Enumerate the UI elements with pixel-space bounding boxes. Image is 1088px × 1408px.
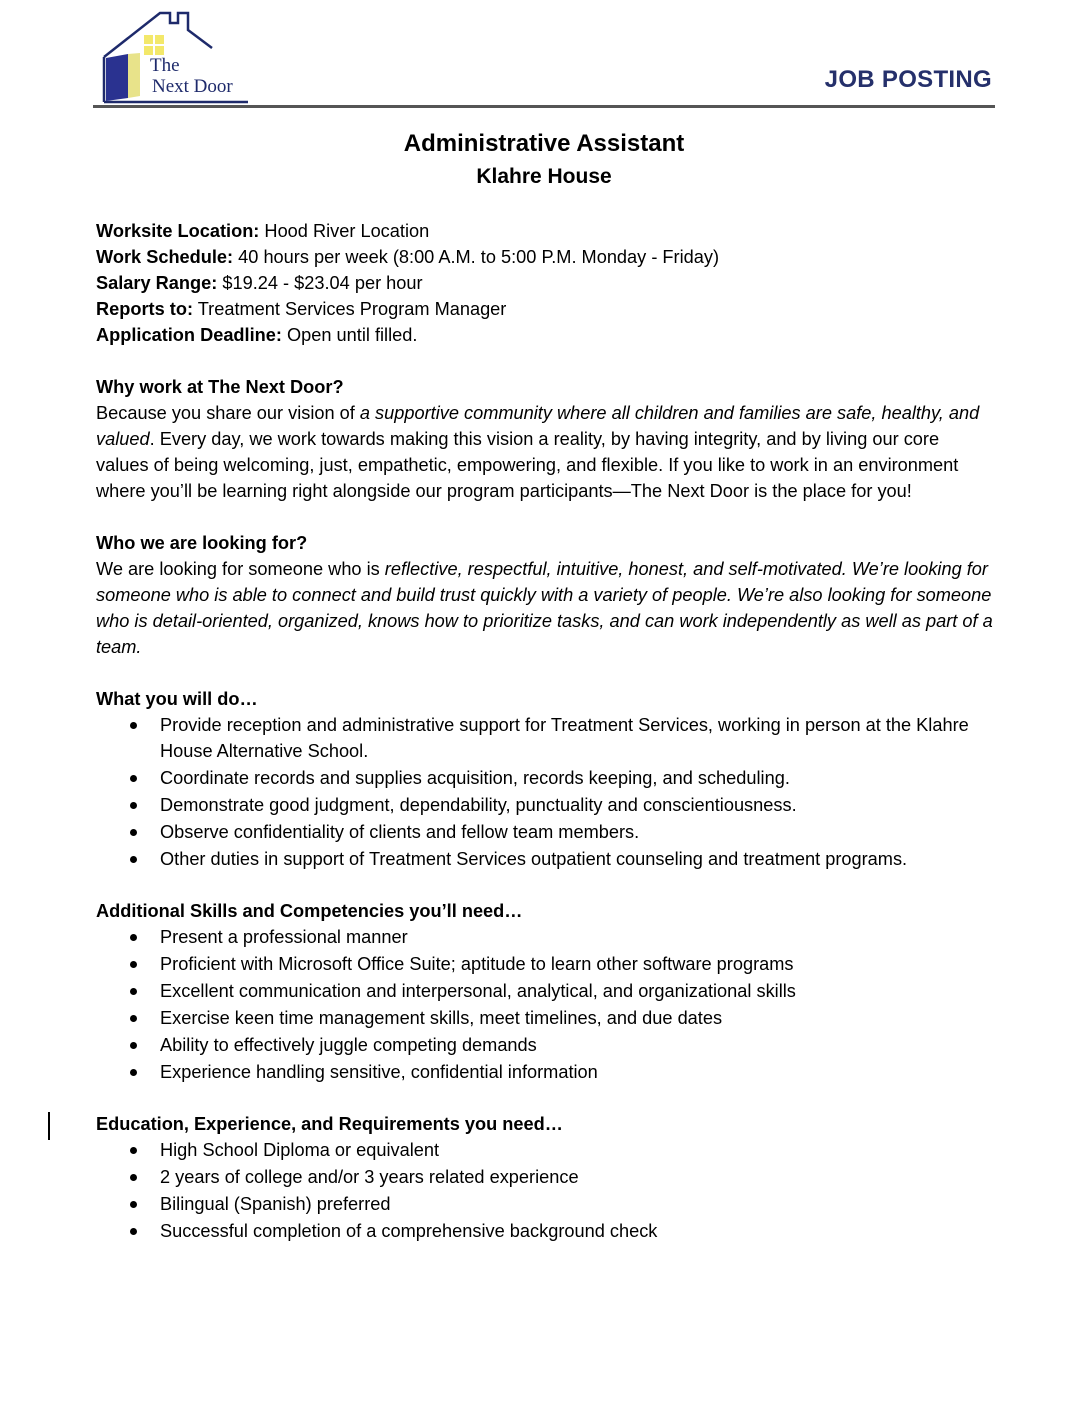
meta-value: Treatment Services Program Manager (193, 299, 507, 319)
who-paragraph (96, 556, 996, 660)
job-posting-label: JOB POSTING (824, 66, 992, 93)
list-item: Provide reception and administrative support for Treatment Services, working in person at the Klahre House Alternative School. (96, 712, 996, 764)
logo-text-line2: Next Door (152, 76, 233, 97)
list-item: Exercise keen time management skills, meet timelines, and due dates (96, 1005, 996, 1031)
logo-text-line1: The (150, 55, 180, 76)
list-item: Experience handling sensitive, confidential information (96, 1059, 996, 1085)
skills-section (96, 898, 996, 1085)
who-text: We are looking for someone who is (96, 559, 385, 579)
text-cursor (48, 1112, 50, 1140)
list-item: Other duties in support of Treatment Services outpatient counseling and treatment programs. (96, 846, 996, 872)
requirements-section (96, 1111, 996, 1244)
the-next-door-logo (100, 10, 250, 105)
list-item: Bilingual (Spanish) preferred (96, 1191, 996, 1217)
list-item: Observe confidentiality of clients and fellow team members. (96, 819, 996, 845)
why-heading: Why work at The Next Door? (96, 377, 344, 397)
list-item: Successful completion of a comprehensive background check (96, 1218, 996, 1244)
duties-section (96, 686, 996, 872)
meta-reports-to (96, 296, 996, 322)
meta-label: Work Schedule: (96, 247, 234, 267)
meta-label: Worksite Location: (96, 221, 260, 241)
why-text: Because you share our vision of (96, 403, 360, 423)
list-item: Proficient with Microsoft Office Suite; aptitude to learn other software programs (96, 951, 996, 977)
list-item: Coordinate records and supplies acquisition, records keeping, and scheduling. (96, 765, 996, 791)
page-title: Administrative Assistant (403, 130, 685, 157)
list-item: High School Diploma or equivalent (96, 1137, 996, 1163)
who-qualities: reflective, respectful, intuitive, honest, and self-motivated. We’re looking for someone who is able to connect and build trust quickly with a variety of people. We’re also looking for someone who is detail-oriented, organized, knows how to prioritize tasks, and can work independently as well as part of a team. (96, 559, 993, 657)
meta-label: Application Deadline: (96, 325, 282, 345)
duties-heading: What you will do… (96, 689, 258, 709)
meta-value: Open until filled. (281, 325, 418, 345)
who-section (96, 530, 996, 660)
why-section (96, 374, 996, 504)
why-vision: a supportive community where all children and families are safe, healthy, and valued (96, 403, 980, 449)
meta-salary (96, 270, 996, 296)
list-item: 2 years of college and/or 3 years related experience (96, 1164, 996, 1190)
list-item: Ability to effectively juggle competing demands (96, 1032, 996, 1058)
skills-list (96, 924, 996, 1085)
requirements-heading: Education, Experience, and Requirements you need… (96, 1114, 563, 1134)
list-item: Demonstrate good judgment, dependability, punctuality and conscientiousness. (96, 792, 996, 818)
skills-heading: Additional Skills and Competencies you’ll need… (96, 901, 523, 921)
list-item: Present a professional manner (96, 924, 996, 950)
why-text-rest: . Every day, we work towards making this vision a reality, by having integrity, and by living our core values of being welcoming, just, empathetic, empowering, and flexible. If you like to work in an environment where you’ll be learning right alongside our program participants—The Next Door is the place for you! (96, 429, 959, 501)
duties-list (96, 712, 996, 872)
meta-value: Hood River Location (259, 221, 430, 241)
why-paragraph (96, 400, 996, 504)
meta-block (96, 218, 996, 348)
posting-body (96, 218, 996, 1245)
meta-deadline (96, 322, 996, 348)
meta-value: 40 hours per week (8:00 A.M. to 5:00 P.M. Monday - Friday) (233, 247, 720, 267)
meta-worksite (96, 218, 996, 244)
header-divider (93, 105, 995, 108)
meta-label: Salary Range: (96, 273, 218, 293)
meta-schedule (96, 244, 996, 270)
list-item: Excellent communication and interpersonal, analytical, and organizational skills (96, 978, 996, 1004)
page-subtitle: Klahre House (476, 165, 612, 188)
meta-value: $19.24 - $23.04 per hour (217, 273, 423, 293)
requirements-list (96, 1137, 996, 1244)
who-heading: Who we are looking for? (96, 533, 308, 553)
meta-label: Reports to: (96, 299, 193, 319)
